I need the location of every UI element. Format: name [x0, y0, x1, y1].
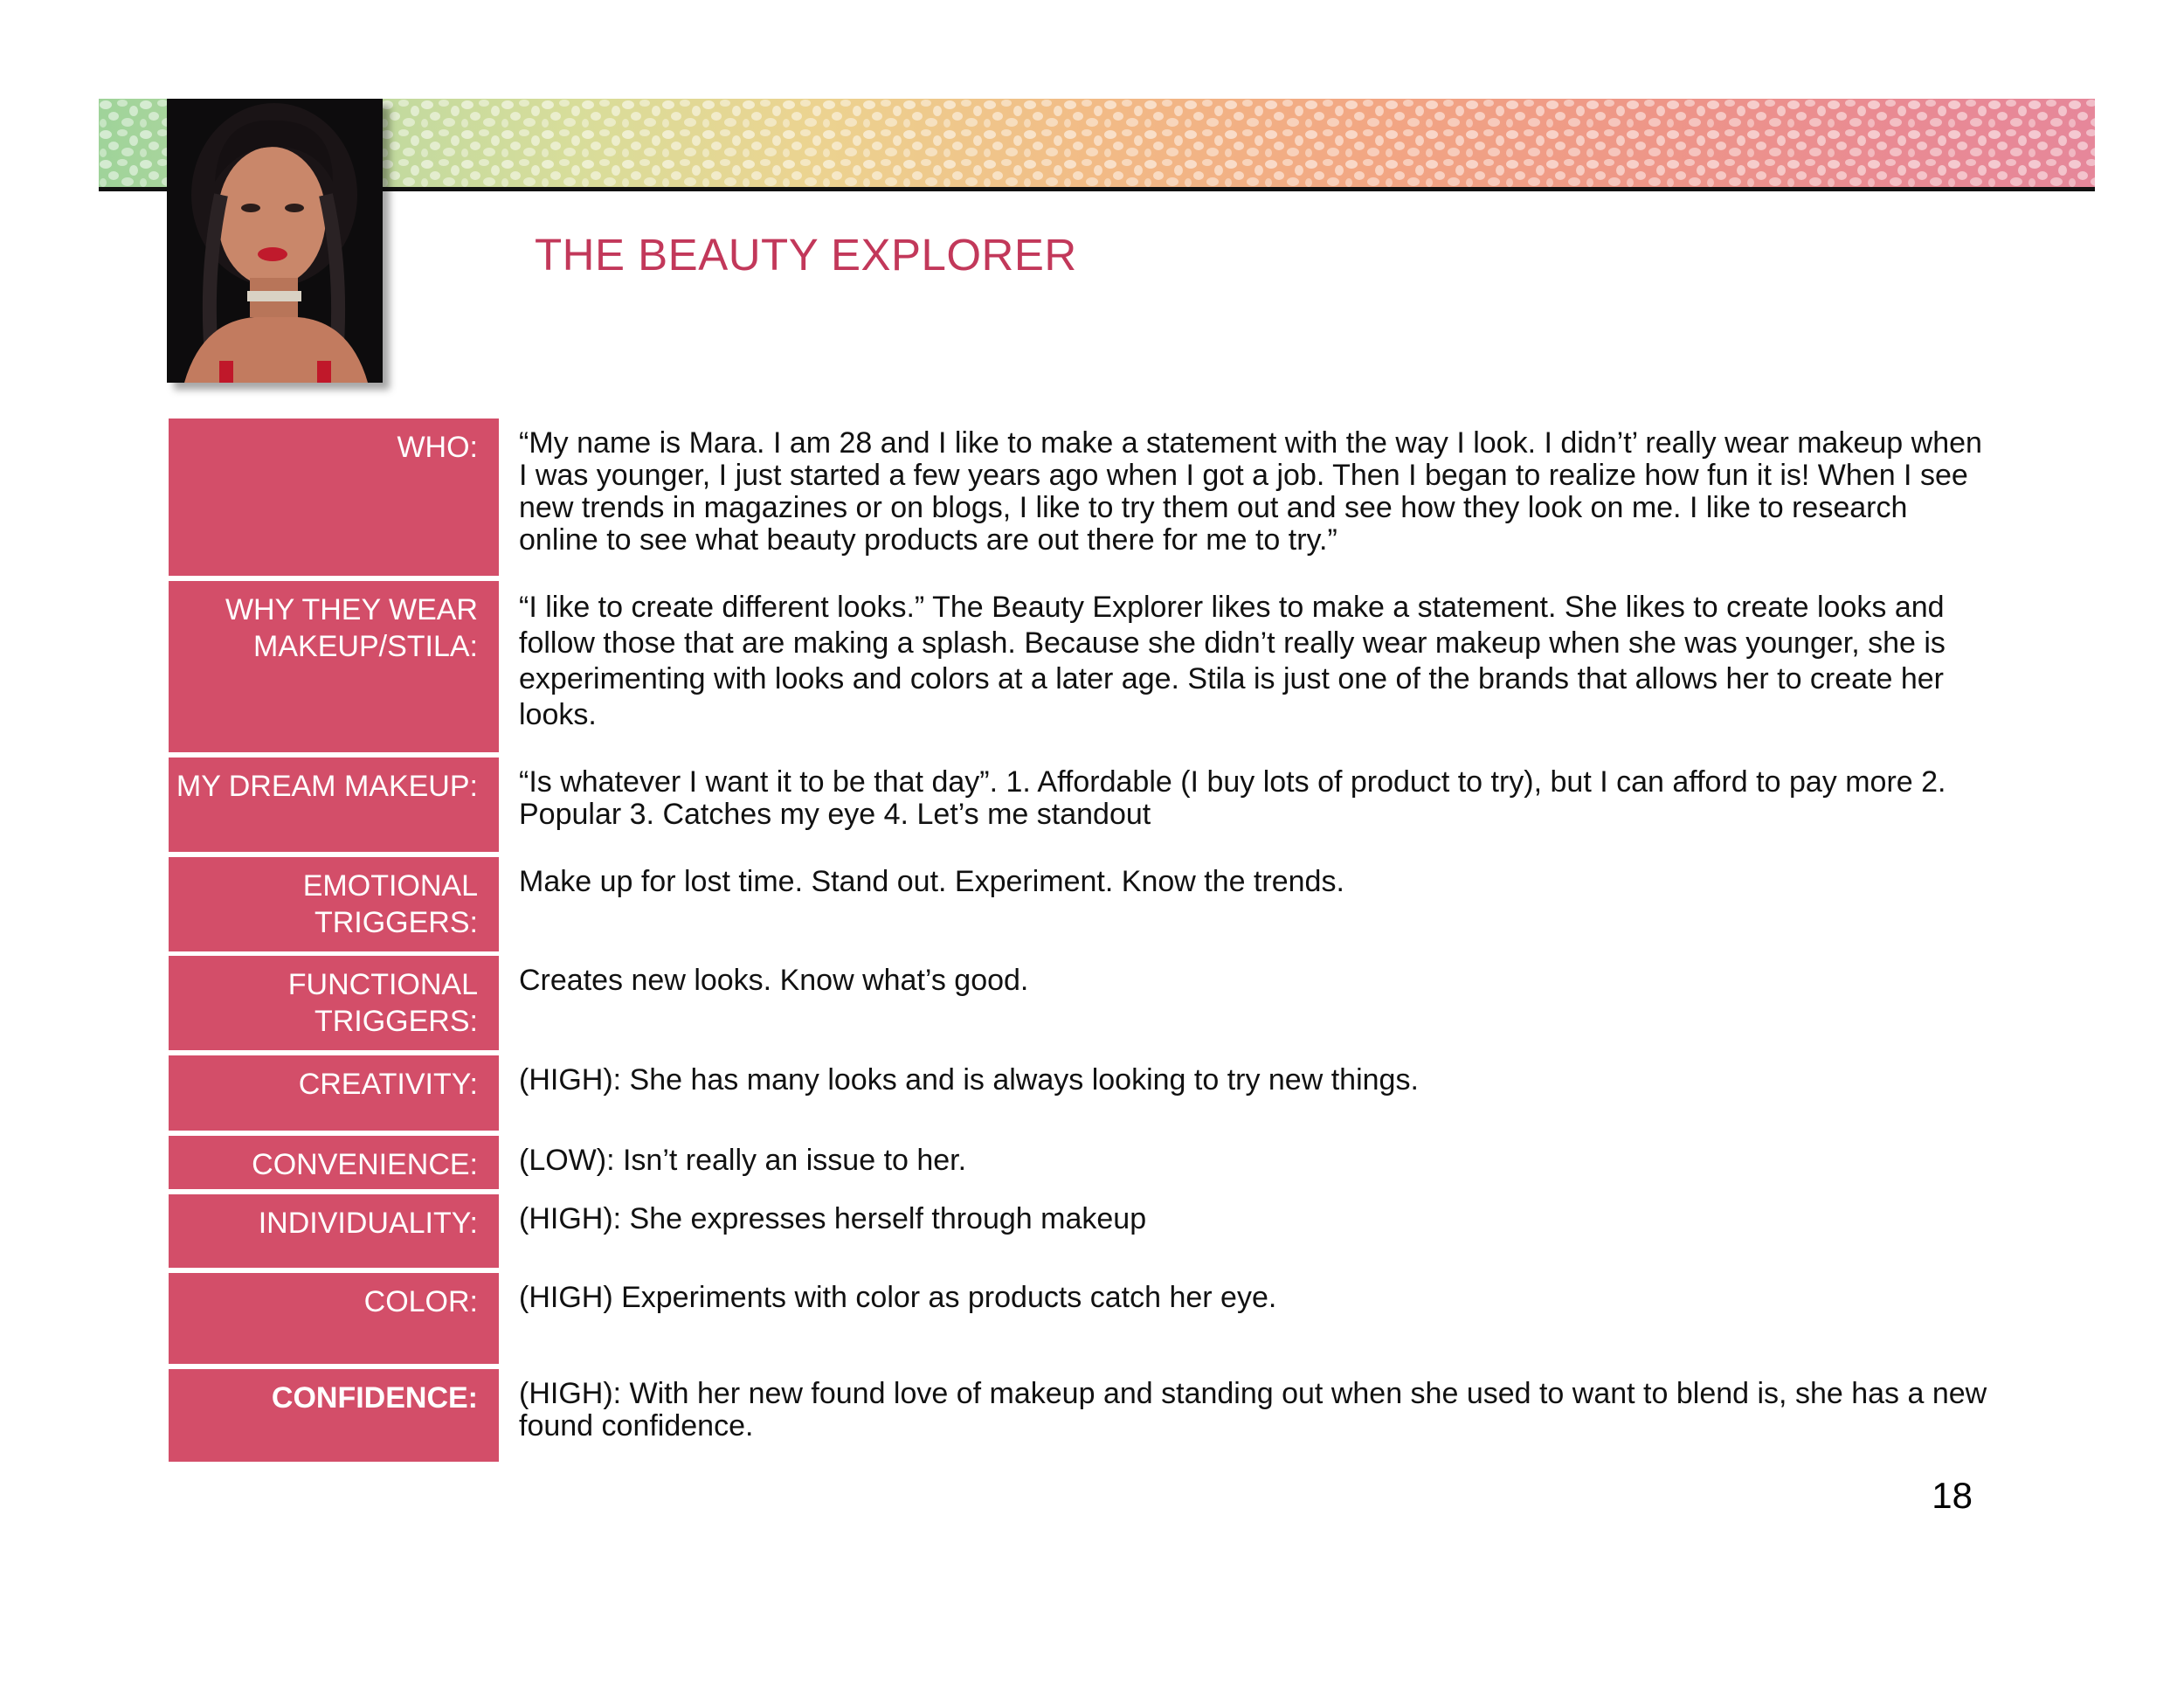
- row-value-emotional-triggers: [507, 857, 1992, 898]
- row-value-dream-makeup: [507, 758, 1992, 831]
- row-value-creativity: [507, 1055, 1992, 1097]
- row-label-emotional-triggers: EMOTIONAL TRIGGERS:: [169, 857, 499, 951]
- row-label-convenience: CONVENIENCE:: [169, 1136, 499, 1189]
- row-label-confidence: CONFIDENCE:: [169, 1369, 499, 1462]
- row-value-who: [507, 419, 1992, 557]
- page-number: 18: [1932, 1475, 1973, 1516]
- who-text: “My name is Mara. I am 28 and I like to make a statement with the way I look. I didn’t’ really wear makeup when I was younger, I just started a few years ago when I got a job. Then I began to realize how fun it is! When I see new trends in magazines or on blogs, I like to try them out and see how they look on me. I like to research online to see what beauty products are out there for me to try.”: [519, 426, 1982, 557]
- row-label-creativity: CREATIVITY:: [169, 1055, 499, 1131]
- why-they-wear-text: “I like to create different looks.” The Beauty Explorer likes to make a statement. She likes to create looks and follow those that are making a splash. Because she didn’t really wear makeup when she was younger, she is experimenting with looks and colors at a later age. Stila is just one of the brands that allows her to create her looks.: [519, 591, 1946, 731]
- creativity-text: (HIGH): She has many looks and is always looking to try new things.: [519, 1063, 1419, 1097]
- row-value-confidence: [507, 1369, 1992, 1442]
- row-label-individuality: INDIVIDUALITY:: [169, 1194, 499, 1268]
- functional-triggers-text: Creates new looks. Know what’s good.: [519, 964, 1029, 997]
- row-value-why-they-wear: [507, 581, 1992, 733]
- individuality-text: (HIGH): She expresses herself through makeup: [519, 1202, 1147, 1235]
- persona-photo: [167, 99, 383, 383]
- emotional-triggers-text: Make up for lost time. Stand out. Experiment. Know the trends.: [519, 865, 1344, 898]
- dream-makeup-text: “Is whatever I want it to be that day”. 1. Affordable (I buy lots of product to try), but I can afford to pay more 2. Popular 3. Catches my eye 4. Let’s me standout: [519, 765, 1946, 831]
- row-label-dream-makeup: MY DREAM MAKEUP:: [169, 758, 499, 852]
- row-label-color: COLOR:: [169, 1273, 499, 1364]
- row-value-color: [507, 1273, 1992, 1314]
- row-value-functional-triggers: [507, 956, 1992, 997]
- page-title: THE BEAUTY EXPLORER: [535, 230, 1077, 280]
- color-text: (HIGH) Experiments with color as products catch her eye.: [519, 1281, 1277, 1314]
- row-label-why-they-wear: WHY THEY WEAR MAKEUP/STILA:: [169, 581, 499, 752]
- woman-portrait-illustration: [167, 99, 383, 383]
- header-banner: [99, 99, 2095, 189]
- dot-pattern: [99, 99, 2095, 189]
- confidence-text: (HIGH): With her new found love of makeup and standing out when she used to want to blend is, she has a new found confidence.: [519, 1377, 1987, 1442]
- row-value-convenience: [507, 1136, 1992, 1177]
- row-label-who: WHO:: [169, 419, 499, 576]
- row-value-individuality: [507, 1194, 1992, 1235]
- row-label-functional-triggers: FUNCTIONAL TRIGGERS:: [169, 956, 499, 1050]
- header-rule: [99, 187, 2095, 191]
- convenience-text: (LOW): Isn’t really an issue to her.: [519, 1144, 967, 1177]
